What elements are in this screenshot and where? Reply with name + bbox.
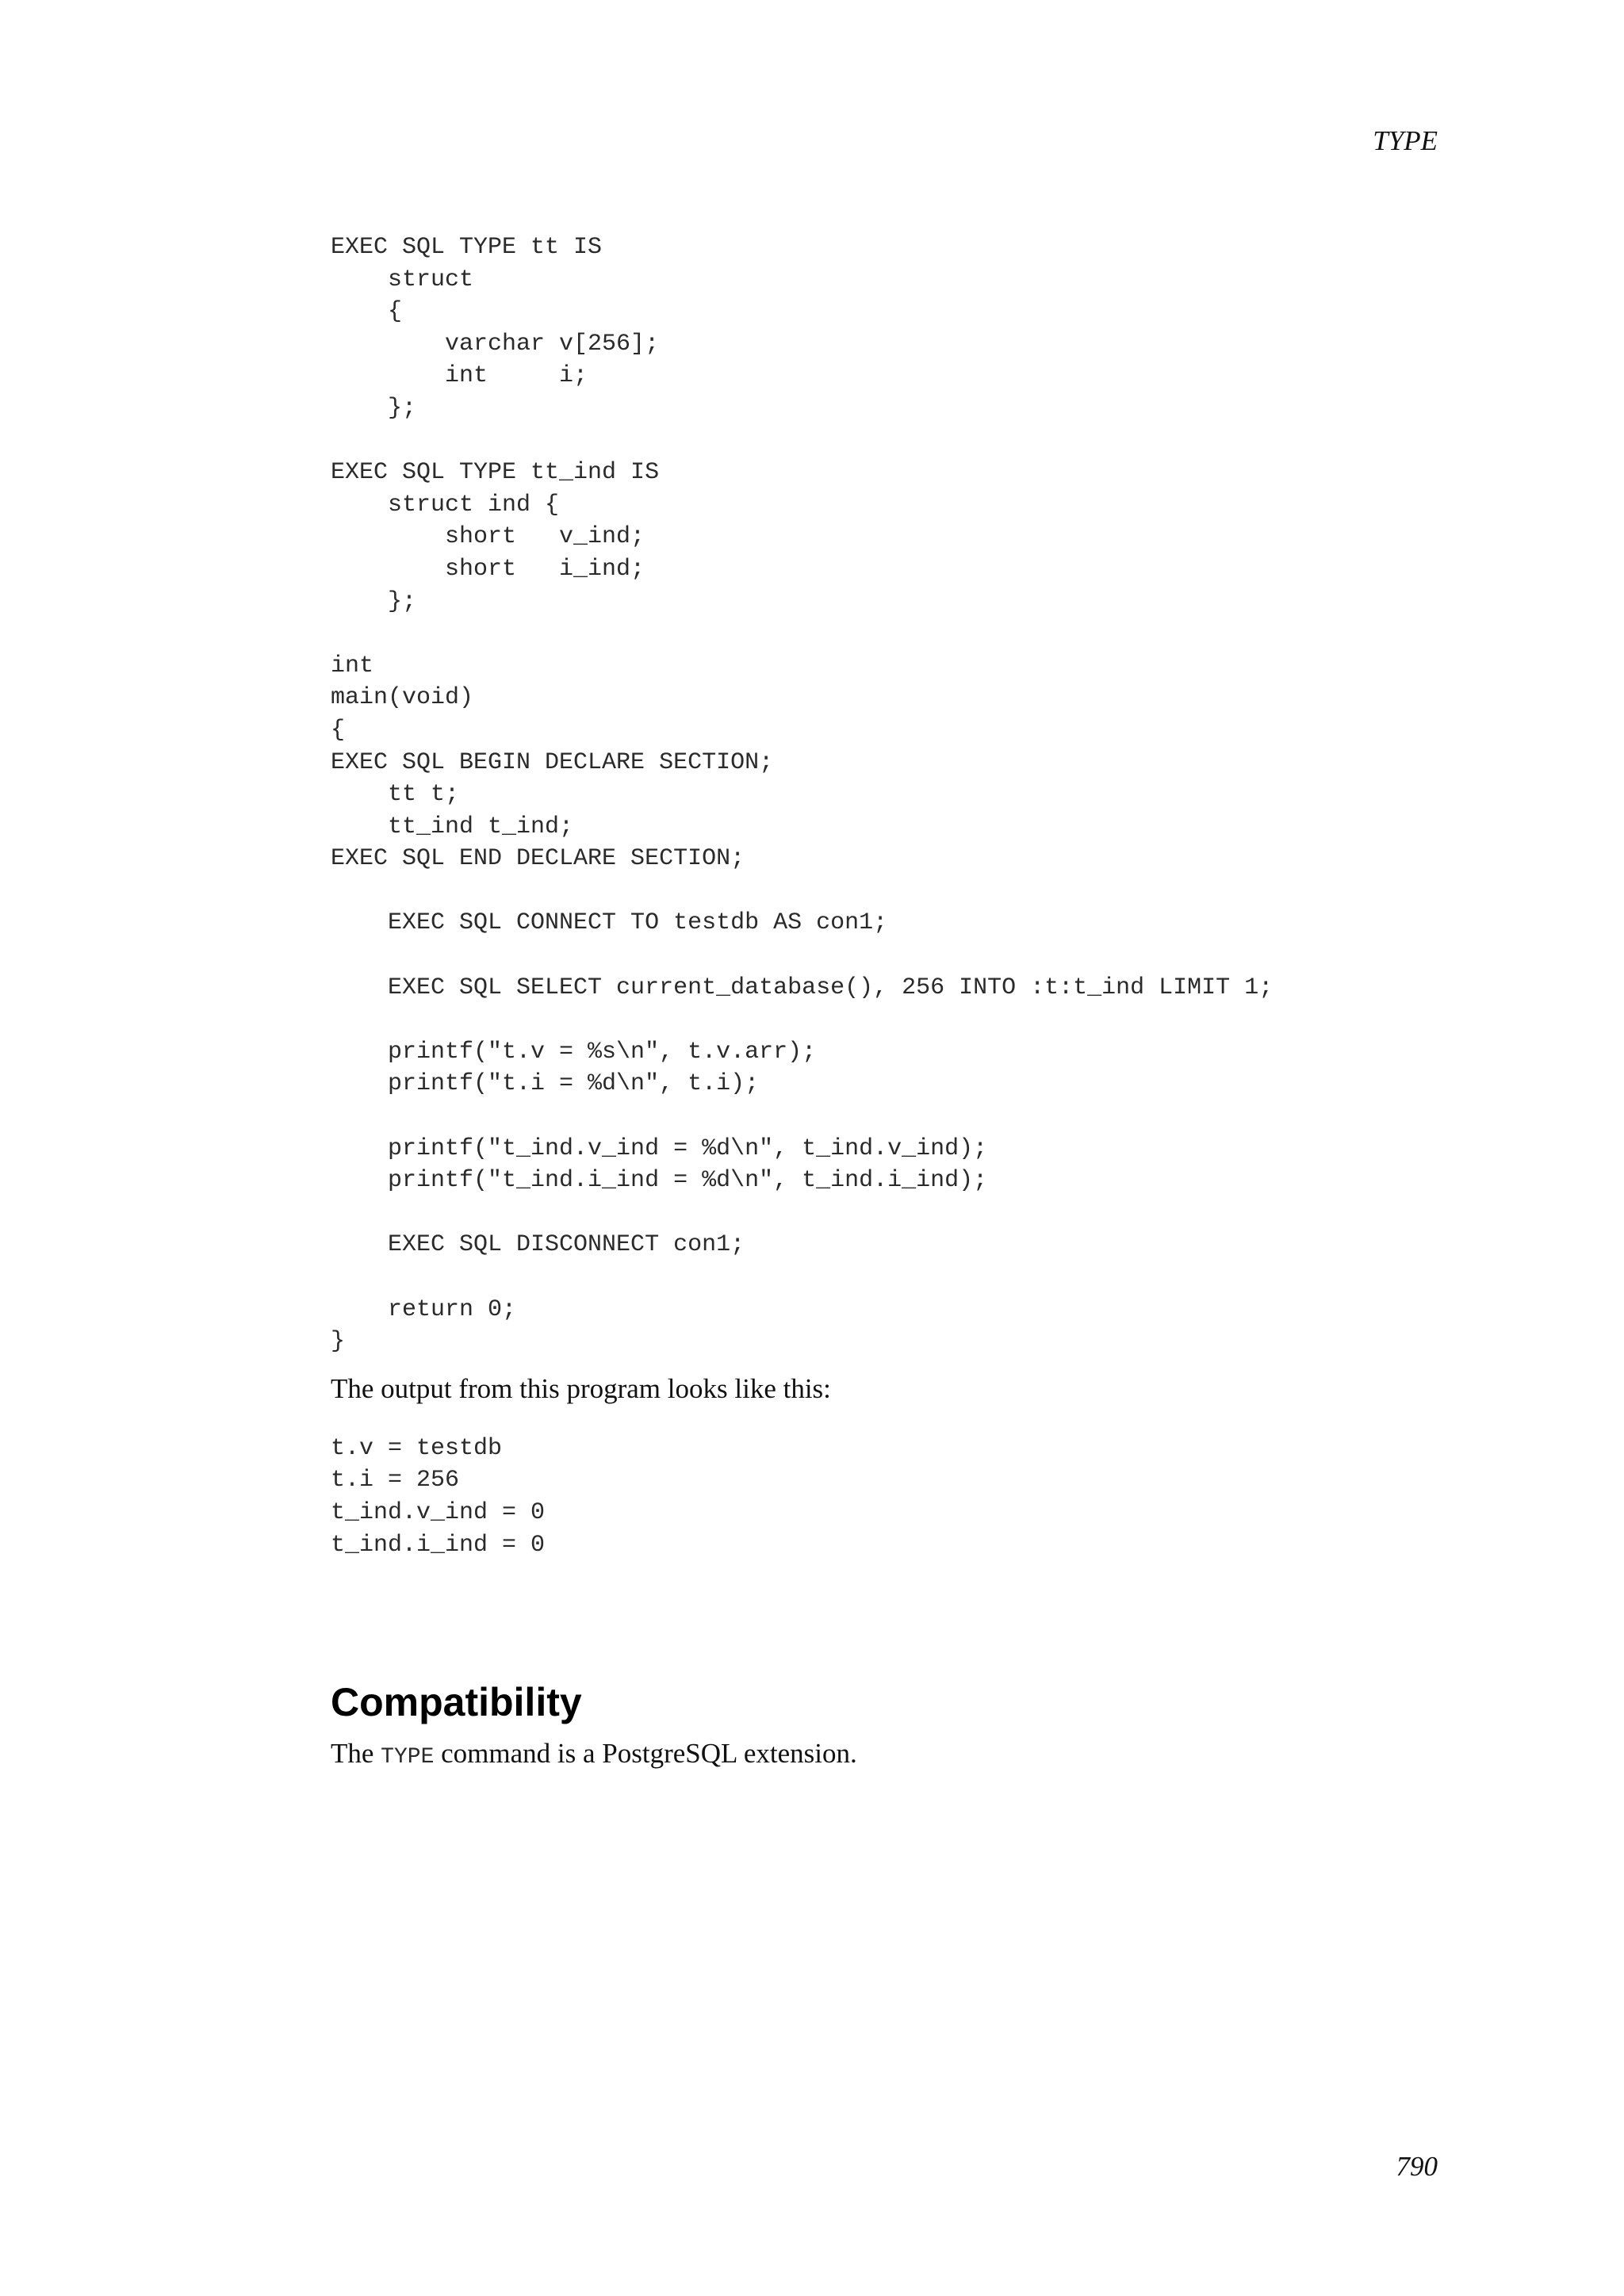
compatibility-text-after: command is a PostgreSQL extension. <box>434 1738 857 1770</box>
type-command-literal: TYPE <box>381 1745 435 1770</box>
compatibility-text-before: The <box>331 1738 381 1770</box>
compatibility-text <box>331 1737 1441 1774</box>
running-header: TYPE <box>1373 125 1438 156</box>
program-output-block: t.v = testdb t.i = 256 t_ind.v_ind = 0 t_ind.i_ind = 0 <box>331 1434 546 1559</box>
page-number: 790 <box>1396 2151 1438 2182</box>
compatibility-heading: Compatibility <box>331 1680 582 1725</box>
output-intro-text: The output from this program looks like this: <box>331 1372 831 1404</box>
example-code-block: EXEC SQL TYPE tt IS struct { varchar v[256]; int i; }; EXEC SQL TYPE tt_ind IS struct ind { short v_ind; short i_ind; }; int main(void) { EXEC SQL BEGIN DECLARE SECTION; tt t; tt_ind t_ind; EXEC SQL END DECLARE SECTION; EXEC SQL CONNECT TO testdb AS con1; EXEC SQL SELECT current_database(), 256 INTO :t:t_ind LIMIT 1; printf("t.v = %s\n", t.v.arr); printf("t.i = %d\n", t.i); printf("t_ind.v_ind = %d\n", t_ind.v_ind); printf("t_ind.i_ind = %d\n", t_ind.i_ind); EXEC SQL DISCONNECT con1; return 0; } <box>331 234 1274 1356</box>
page-content <box>331 232 1441 1774</box>
